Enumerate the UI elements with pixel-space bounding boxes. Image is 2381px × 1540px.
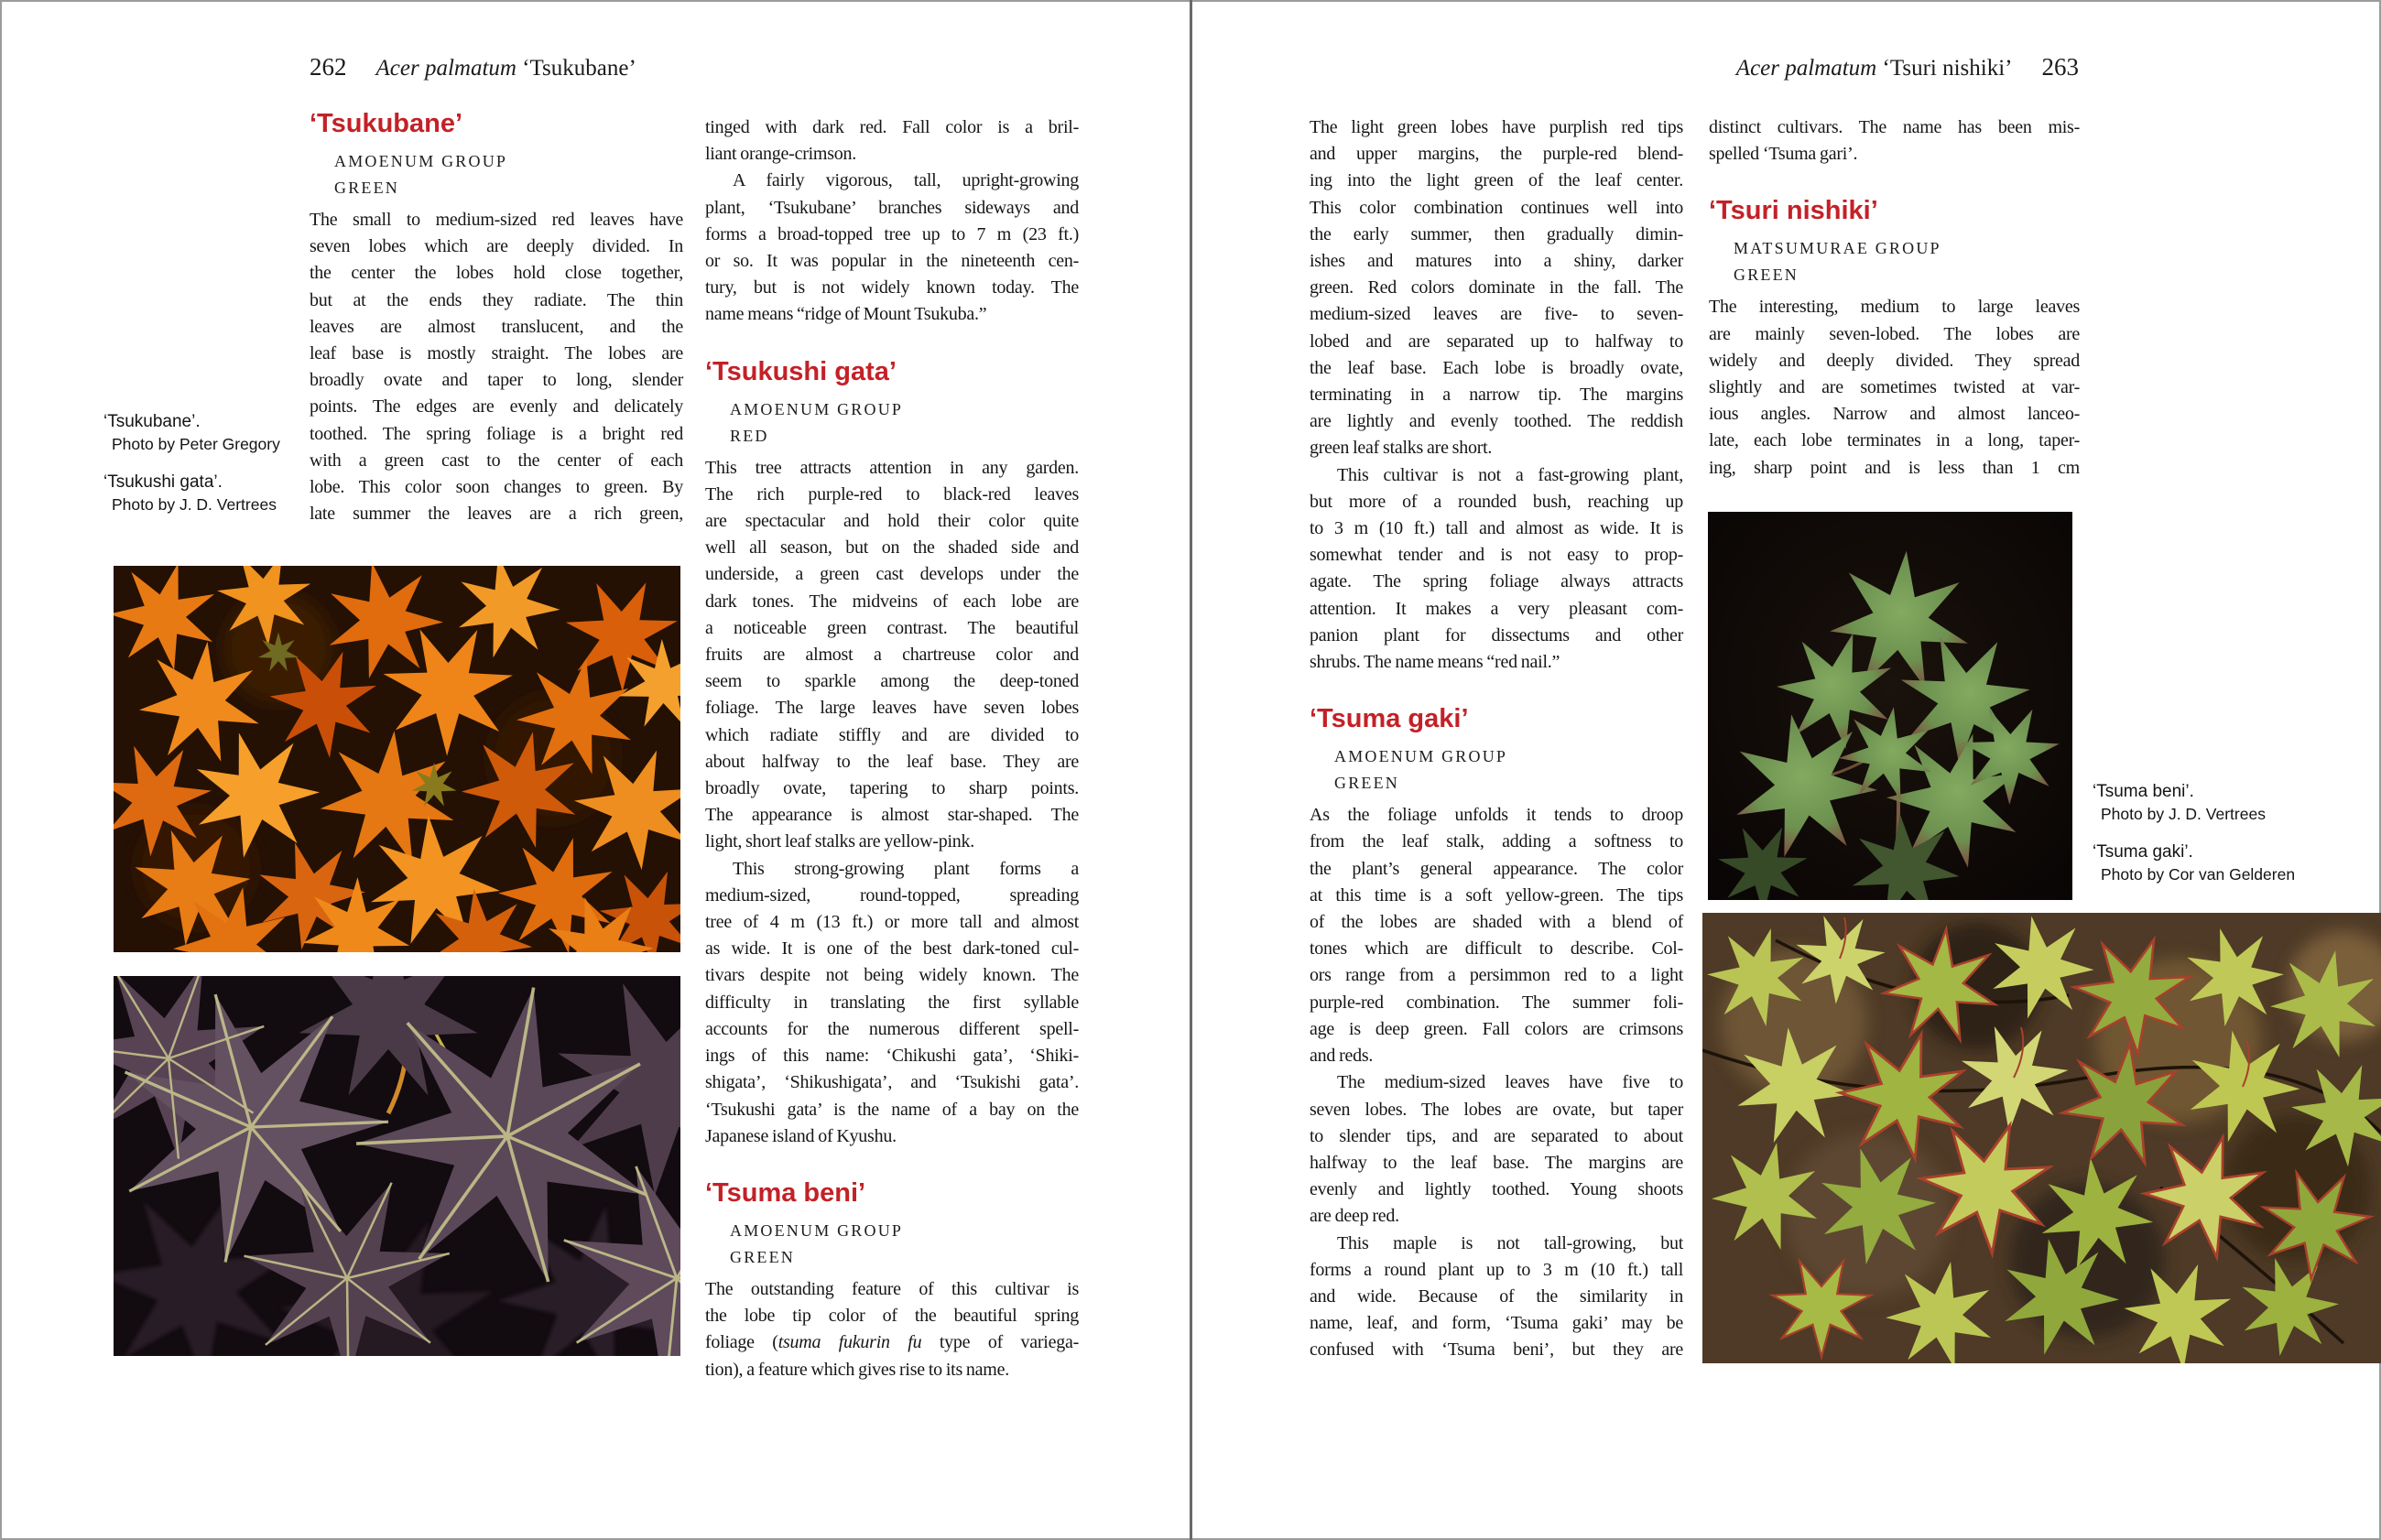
body-text-line: but at the ends they radiate. The thin xyxy=(310,289,683,310)
body-text-line: from the leaf stalk, adding a softness to xyxy=(1310,831,1683,852)
body-text-line: which radiate stiffly and are divided to xyxy=(705,724,1079,745)
body-text-line: A fairly vigorous, tall, upright-growing xyxy=(733,170,1079,191)
body-text-line: tivars despite not being widely known. The xyxy=(705,965,1079,986)
body-text-line: The light green lobes have purplish red tips xyxy=(1310,117,1683,137)
body-text-line: points. The edges are evenly and delicately xyxy=(310,396,683,418)
body-text-line: The outstanding feature of this cultivar is xyxy=(705,1278,1079,1299)
body-text-line: tree of 4 m (13 ft.) or more tall and almost xyxy=(705,912,1079,933)
body-text-line: a noticeable green contrast. The beautiful xyxy=(705,617,1079,638)
body-text-line: This tree attracts attention in any garden. xyxy=(705,457,1079,478)
body-text-line: and wide. Because of the similarity in xyxy=(1310,1285,1683,1307)
body-text-line: liant orange-crimson. xyxy=(705,144,857,165)
body-text-line: dark tones. The midveins of each lobe are xyxy=(705,591,1079,612)
body-text-line: seem to sparkle among the deep-toned xyxy=(705,671,1079,692)
caption-title: ‘Tsukushi gata’. xyxy=(103,472,223,492)
body-text-line: The interesting, medium to large leaves xyxy=(1709,297,2080,318)
body-text-line: are lightly and evenly toothed. The reddish xyxy=(1310,411,1683,432)
body-text-line: plant, ‘Tsukubane’ branches sideways and xyxy=(705,197,1079,218)
cultivar-heading: ‘Tsuma beni’ xyxy=(705,1177,866,1208)
body-text-line: age is deep green. Fall colors are crimsons xyxy=(1310,1018,1683,1039)
body-text-line: lobe. This color soon changes to green. By xyxy=(310,477,683,498)
running-header-species: Acer palmatum xyxy=(375,56,516,81)
body-text-line: The appearance is almost star-shaped. The xyxy=(705,805,1079,826)
body-text-line: This cultivar is not a fast-growing plant, xyxy=(1337,464,1683,485)
body-text-line: foliage (tsuma fukurin fu type of variega- xyxy=(705,1332,1080,1353)
body-text-line: distinct cultivars. The name has been mis- xyxy=(1709,117,2080,137)
group-label: RED xyxy=(730,426,769,445)
caption-title: ‘Tsuma beni’. xyxy=(2093,782,2194,801)
body-text-line: lobed and are separated up to halfway to xyxy=(1310,331,1683,352)
body-text-line: ing into the light green of the leaf center. xyxy=(1310,170,1683,191)
body-text-line: As the foliage unfolds it tends to droop xyxy=(1310,805,1683,826)
cultivar-heading: ‘Tsuri nishiki’ xyxy=(1709,196,1878,226)
body-text-line: to slender tips, and are separated to about xyxy=(1310,1125,1683,1146)
body-text-line: forms a broad-topped tree up to 7 m (23 ft.) xyxy=(705,223,1079,244)
body-text-line: the early summer, then gradually dimin- xyxy=(1310,223,1683,244)
body-text-line: This maple is not tall-growing, but xyxy=(1337,1232,1683,1253)
caption-credit: Photo by J. D. Vertrees xyxy=(112,495,277,514)
running-header-species: Acer palmatum xyxy=(1735,56,1877,81)
body-text-line: difficulty in translating the first syllable xyxy=(705,992,1079,1013)
body-text-line: at this time is a soft yellow-green. The tips xyxy=(1310,884,1683,906)
photo-tsuma-gaki xyxy=(1702,913,2381,1363)
body-text-line: spelled ‘Tsuma gari’. xyxy=(1709,144,1858,165)
body-text-line: leaf base is mostly straight. The lobes are xyxy=(310,343,683,364)
body-text-line: shigata’, ‘Shikushigata’, and ‘Tsukishi gata’. xyxy=(705,1072,1079,1093)
body-text-line: seven lobes. The lobes are ovate, but taper xyxy=(1310,1099,1683,1120)
text-column-right-2 xyxy=(1709,114,2080,482)
photo-tsukushi-gata xyxy=(114,976,680,1356)
body-text-line: but more of a rounded bush, reaching up xyxy=(1310,491,1683,512)
body-text-line: medium-sized leaves are five- to seven- xyxy=(1310,304,1683,325)
group-label: GREEN xyxy=(1734,266,1799,285)
body-text-line: terminating in a narrow tip. The margins xyxy=(1310,385,1683,406)
body-text-line: and reds. xyxy=(1310,1046,1374,1067)
running-header-cultivar: ‘Tsuri nishiki’ xyxy=(1882,56,2013,81)
photo-tsuma-beni xyxy=(1708,512,2072,900)
text-column-left-1 xyxy=(310,108,683,527)
group-label: AMOENUM GROUP xyxy=(1334,747,1508,766)
body-text-line: This strong-growing plant forms a xyxy=(733,858,1079,879)
body-text-line: ors range from a persimmon red to a light xyxy=(1310,965,1683,986)
body-text-line: The rich purple-red to black-red leaves xyxy=(705,483,1079,504)
body-text-line: The small to medium-sized red leaves have xyxy=(310,210,683,230)
body-text-line: late, each lobe terminates in a long, taper- xyxy=(1709,430,2080,451)
photo-captions-right xyxy=(2093,780,2321,885)
body-text-line: light, short leaf stalks are yellow-pink. xyxy=(705,831,975,852)
running-header-cultivar: ‘Tsukubane’ xyxy=(522,56,636,81)
body-text-line: green. Red colors dominate in the fall. The xyxy=(1310,277,1683,298)
body-text-line: late summer the leaves are a rich green, xyxy=(310,504,683,525)
group-label: AMOENUM GROUP xyxy=(730,399,904,418)
body-text-line: fruits are almost a chartreuse color and xyxy=(705,645,1079,666)
body-text-line: forms a round plant up to 3 m (10 ft.) tall xyxy=(1310,1259,1683,1280)
group-label: MATSUMURAE GROUP xyxy=(1734,239,1941,258)
body-text-line: ious angles. Narrow and almost lanceo- xyxy=(1709,404,2080,425)
page-gutter-divider xyxy=(1190,0,1192,1540)
group-label: AMOENUM GROUP xyxy=(334,152,508,170)
body-text-line: the plant’s general appearance. The color xyxy=(1310,858,1683,879)
body-text-line: leaves are almost translucent, and the xyxy=(310,316,683,337)
cultivar-heading: ‘Tsukushi gata’ xyxy=(705,356,897,386)
running-header-left xyxy=(310,53,636,82)
body-text-line: about halfway to the leaf base. They are xyxy=(705,751,1079,772)
body-text-line: tones which are difficult to describe. Col- xyxy=(1310,938,1683,960)
body-text-line: slightly and are sometimes twisted at var- xyxy=(1709,377,2080,398)
body-text-line: and upper margins, the purple-red blend- xyxy=(1310,144,1683,165)
body-text-line: with a green cast to the center of each xyxy=(310,450,683,471)
group-label: GREEN xyxy=(730,1247,795,1266)
body-text-line: panion plant for dissectums and other xyxy=(1310,624,1683,645)
caption-tsuma-beni xyxy=(2093,780,2321,825)
body-text-line: The medium-sized leaves have five to xyxy=(1337,1072,1683,1093)
body-text-line: medium-sized, round-topped, spreading xyxy=(705,884,1079,906)
body-text-line: as wide. It is one of the best dark-toned cul- xyxy=(705,938,1079,960)
text-column-left-2 xyxy=(705,114,1079,1383)
group-label: GREEN xyxy=(334,179,399,197)
body-text-line: widely and deeply divided. They spread xyxy=(1709,350,2080,371)
body-text-line: name means “ridge of Mount Tsukuba.” xyxy=(705,304,987,325)
page-number-right: 263 xyxy=(2041,53,2079,81)
group-label: AMOENUM GROUP xyxy=(730,1220,904,1240)
body-text-line: confused with ‘Tsuma beni’, but they are xyxy=(1310,1339,1683,1361)
body-text-line: underside, a green cast develops under the xyxy=(705,564,1079,585)
body-text-line: name, leaf, and form, ‘Tsuma gaki’ may be xyxy=(1310,1313,1683,1334)
caption-title: ‘Tsukubane’. xyxy=(103,412,201,431)
body-text-line: of the lobes are shaded with a blend of xyxy=(1310,912,1683,933)
caption-credit: Photo by J. D. Vertrees xyxy=(2101,805,2266,823)
body-text-line: accounts for the numerous different spell- xyxy=(705,1018,1079,1039)
body-text-line: are mainly seven-lobed. The lobes are xyxy=(1709,323,2080,344)
body-text-line: ings of this name: ‘Chikushi gata’, ‘Shiki- xyxy=(705,1046,1079,1067)
body-text-line: broadly ovate, tapering to sharp points. xyxy=(705,778,1079,799)
body-text-line: or so. It was popular in the nineteenth cen- xyxy=(705,251,1079,272)
body-text-line: agate. The spring foliage always attracts xyxy=(1310,571,1683,592)
body-text-line: seven lobes which are deeply divided. In xyxy=(310,236,683,257)
text-column-right-1 xyxy=(1310,114,1683,1364)
body-text-line: shrubs. The name means “red nail.” xyxy=(1310,652,1560,673)
page-262 xyxy=(0,0,1190,1540)
body-text-line: halfway to the leaf base. The margins are xyxy=(1310,1152,1683,1173)
body-text-line: purple-red combination. The summer foli- xyxy=(1310,992,1683,1013)
caption-title: ‘Tsuma gaki’. xyxy=(2093,842,2193,862)
body-text-line: are spectacular and hold their color quite xyxy=(705,511,1079,532)
caption-tsukubane xyxy=(103,410,310,455)
body-text-line: the center the lobes hold close together, xyxy=(310,263,683,284)
body-text-line: ishes and matures into a shiny, darker xyxy=(1310,251,1683,272)
body-text-line: green leaf stalks are short. xyxy=(1310,438,1493,459)
body-text-line: to 3 m (10 ft.) tall and almost as wide. It is xyxy=(1310,518,1683,539)
body-text-line: broadly ovate and taper to long, slender xyxy=(310,370,683,391)
body-text-line: somewhat tender and is not easy to prop- xyxy=(1310,545,1683,566)
body-text-line: toothed. The spring foliage is a bright red xyxy=(310,423,683,444)
page-263 xyxy=(1192,0,2381,1540)
body-text-line: tinged with dark red. Fall color is a bril- xyxy=(705,117,1079,137)
page-number-left: 262 xyxy=(310,53,347,81)
body-text-line: ing, sharp point and is less than 1 cm xyxy=(1709,457,2080,478)
body-text-line: ‘Tsukushi gata’ is the name of a bay on the xyxy=(705,1099,1079,1120)
photo-tsukubane xyxy=(114,566,680,952)
caption-credit: Photo by Peter Gregory xyxy=(112,435,280,453)
cultivar-heading: ‘Tsuma gaki’ xyxy=(1310,704,1469,734)
body-text-line: attention. It makes a very pleasant com- xyxy=(1310,598,1683,619)
body-text-line: Japanese island of Kyushu. xyxy=(705,1125,897,1146)
caption-tsuma-gaki xyxy=(2093,840,2321,885)
body-text-line: the leaf base. Each lobe is broadly ovate, xyxy=(1310,357,1683,378)
running-header-right xyxy=(1310,53,2079,82)
body-text-line: foliage. The large leaves have seven lobes xyxy=(705,698,1079,719)
body-text-line: the lobe tip color of the beautiful spring xyxy=(705,1306,1079,1327)
body-text-line: tion), a feature which gives rise to its name. xyxy=(705,1359,1009,1380)
group-label: GREEN xyxy=(1334,774,1399,793)
photo-captions-left xyxy=(103,410,310,515)
caption-tsukushi-gata xyxy=(103,471,310,515)
body-text-line: are deep red. xyxy=(1310,1206,1399,1227)
body-text-line: well all season, but on the shaded side and xyxy=(705,537,1079,559)
cultivar-heading: ‘Tsukubane’ xyxy=(310,109,463,138)
body-text-line: tury, but is not widely known today. The xyxy=(705,277,1079,298)
body-text-line: evenly and lightly toothed. Young shoots xyxy=(1310,1179,1683,1200)
body-text-line: This color combination continues well into xyxy=(1310,197,1683,218)
caption-credit: Photo by Cor van Gelderen xyxy=(2101,865,2296,884)
